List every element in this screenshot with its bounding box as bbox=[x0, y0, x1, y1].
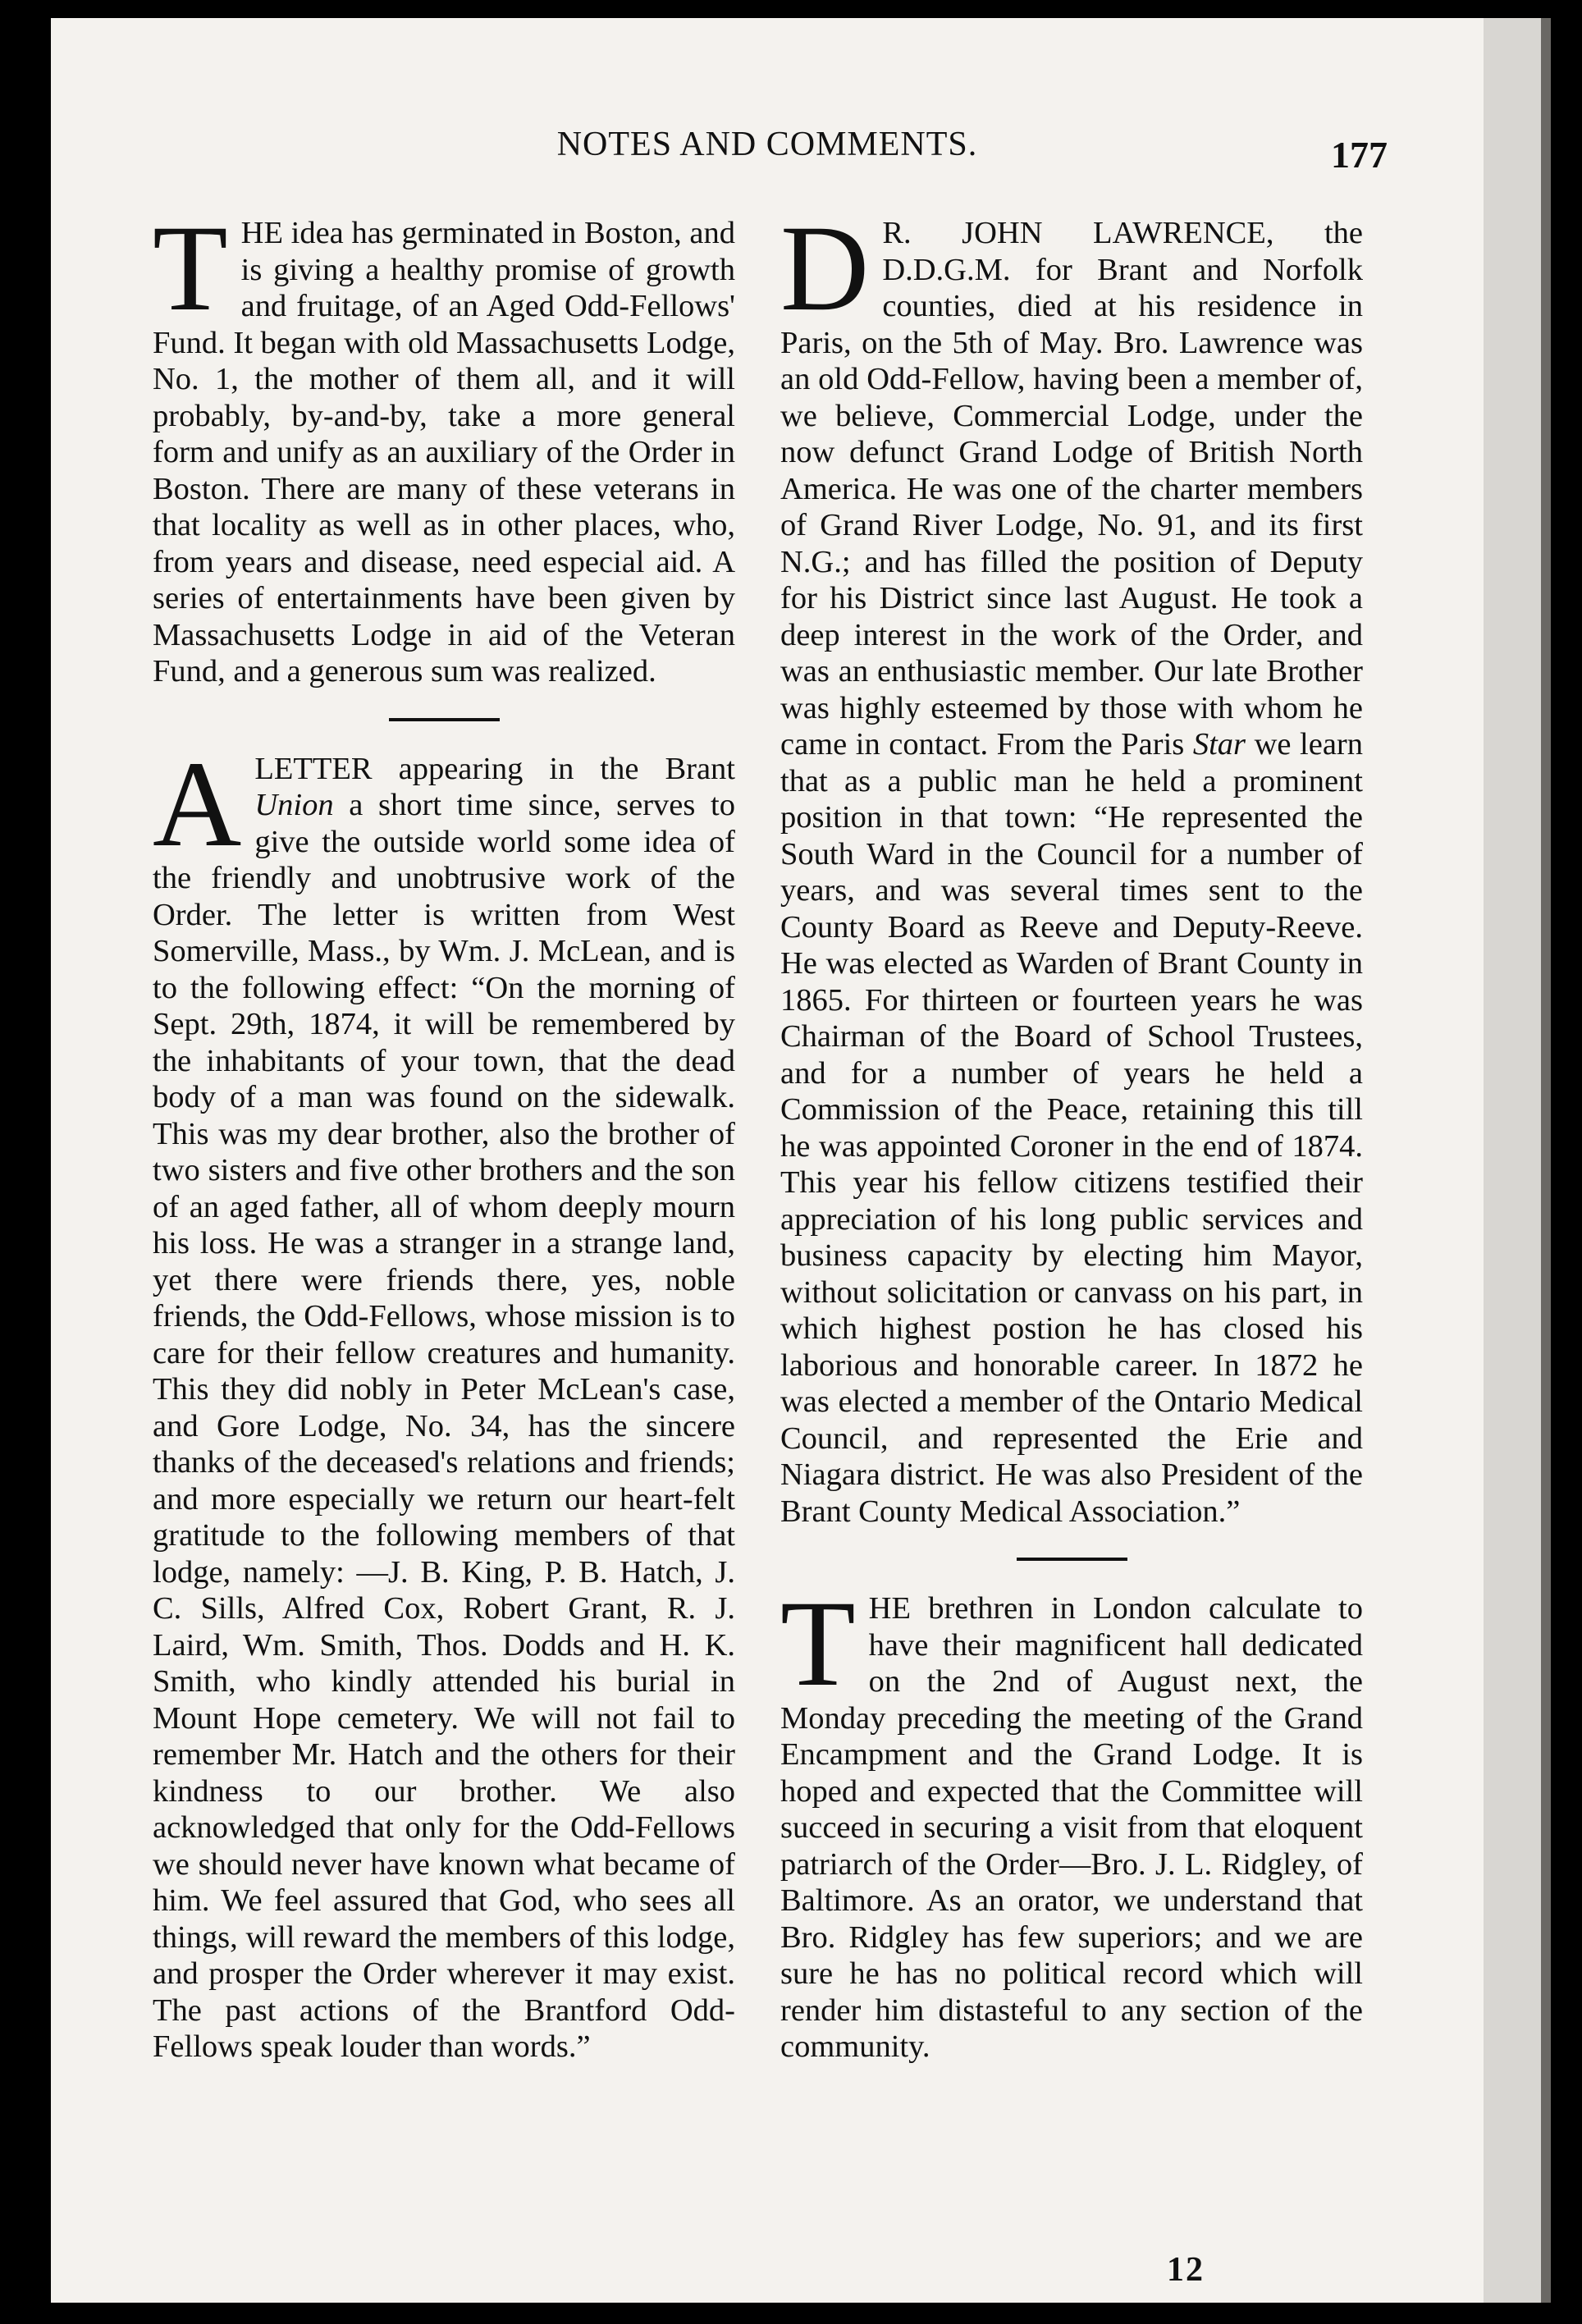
article-text: a short time since, serves to give the outside world some idea of the friendly and unobtrusive work of the Order. The letter is written from West Somerville, Mass., by Wm. J. McLean, and is to the following effect: “On the morning of Sept. 29th, 1874, it will be remembered by the inhabitants of your town, that the dead body of a man was found on the sidewalk. This was my dear brother, also the brother of two sisters and five other brothers and the son of an aged father, all of whom deeply mourn his loss. He was a stranger in a strange land, yet there were friends there, yes, noble friends, the Odd-Fellows, whose mission is to care for their fellow creatures and humanity. This they did nobly in Peter McLean's case, and Gore Lodge, No. 34, has the sincere thanks of the deceased's relations and friends; and more especially we return our heart-felt gratitude to the following members of that lodge, namely: —J. B. King, P. B. Hatch, J. C. Sills, Alfred Cox, Robert Grant, R. J. Laird, Wm. Smith, Thos. Dodds and H. K. Smith, who kindly attended his burial in Mount Hope cemetery. We will not fail to remember Mr. Hatch and the others for their kindness to our brother. We also acknowledged that only for the Odd-Fellows we should never have known what became of him. We feel assured that God, who sees all things, will reward the members of this lodge, and prosper the Order wherever it may exist. The past actions of the Brantford Odd-Fellows speak louder than words.” bbox=[153, 788, 735, 2064]
article-letter bbox=[153, 735, 735, 2066]
right-column bbox=[780, 200, 1363, 2066]
left-column bbox=[153, 200, 736, 2066]
drop-cap: A bbox=[153, 735, 242, 872]
article-text: R. JOHN LAWRENCE, the D.D.G.M. for Brant and Norfolk counties, died at his residence in Paris, on the 5th of May. Bro. Lawrence was an old Odd-Fellow, having been a member of, we believe, Commercial Lodge, under the now defunct Grand Lodge of British North America. He was one of the charter members of Grand River Lodge, No. 91, and its first N.G.; and has filled the position of Deputy for his District since last August. He took a deep interest in the work of the Order, and was an enthusiastic member. Our late Brother was highly esteemed by those with whom he came in contact. From the Paris bbox=[780, 216, 1363, 762]
article-text: LETTER appearing in the Brant bbox=[254, 751, 735, 786]
newspaper-title: Union bbox=[254, 788, 334, 822]
page-number: 177 bbox=[1331, 134, 1388, 176]
article-aged-fund bbox=[153, 200, 736, 690]
drop-cap: T bbox=[153, 200, 228, 336]
article-text: we learn that as a public man he held a prominent position in that town: “He represented the South Ward in the Council for a number of years, and was several times sent to the County Board as Reeve and Deputy-Reeve. He was elected as Warden of Brant County in 1865. For thirteen or fourteen years he was Chairman of the Board of School Trustees, and for a number of years he held a Commission of the Peace, retaining this till he was appointed Coroner in the end of 1874. This year his fellow citizens testified their appreciation of his long public services and business capacity by electing him Mayor, without solicitation or canvass on his part, in which highest postion he has closed his laborious and honorable career. In 1872 he was elected a member of the Ontario Medical Council, and represented the Erie and Niagara district. He was also President of the Brant County Medical Association.” bbox=[780, 727, 1363, 1529]
section-divider bbox=[389, 718, 500, 721]
newspaper-title: Star bbox=[1192, 727, 1246, 762]
section-divider bbox=[1017, 1558, 1127, 1561]
drop-cap: D bbox=[780, 200, 870, 336]
article-lawrence-obituary bbox=[780, 200, 1363, 1530]
article-text: HE idea has germinated in Boston, and is giving a healthy promise of growth and fruitage, of an Aged Odd-Fellows' Fund. It began with old Massachusetts Lodge, No. 1, the mother of them all, and it will probably, by-and-by, take a more general form and unify as an auxiliary of the Order in Boston. There are many of these veterans in that locality as well as in other places, who, from years and disease, need especial aid. A series of entertainments have been given by Massachusetts Lodge in aid of the Veteran Fund, and a generous sum was realized. bbox=[153, 216, 736, 689]
article-text: HE brethren in London calculate to have their magnificent hall dedicated on the 2nd of August next, the Monday preceding the meeting of the Grand Encampment and the Grand Lodge. It is hoped and expected that the Committee will succeed in securing a visit from that eloquent patriarch of the Order—Bro. J. L. Ridgley, of Baltimore. As an orator, we understand that Bro. Ridgley has few superiors; and we are sure he has no political record which will render him distasteful to any section of the community. bbox=[780, 1591, 1363, 2064]
book-binding-edge bbox=[1541, 18, 1551, 2303]
article-london-hall bbox=[780, 1576, 1363, 2066]
running-title: NOTES AND COMMENTS. bbox=[556, 126, 978, 163]
drop-cap: T bbox=[780, 1576, 856, 1712]
page bbox=[51, 18, 1484, 2303]
page-edge bbox=[1484, 18, 1541, 2303]
signature-mark: 12 bbox=[1167, 2251, 1205, 2289]
